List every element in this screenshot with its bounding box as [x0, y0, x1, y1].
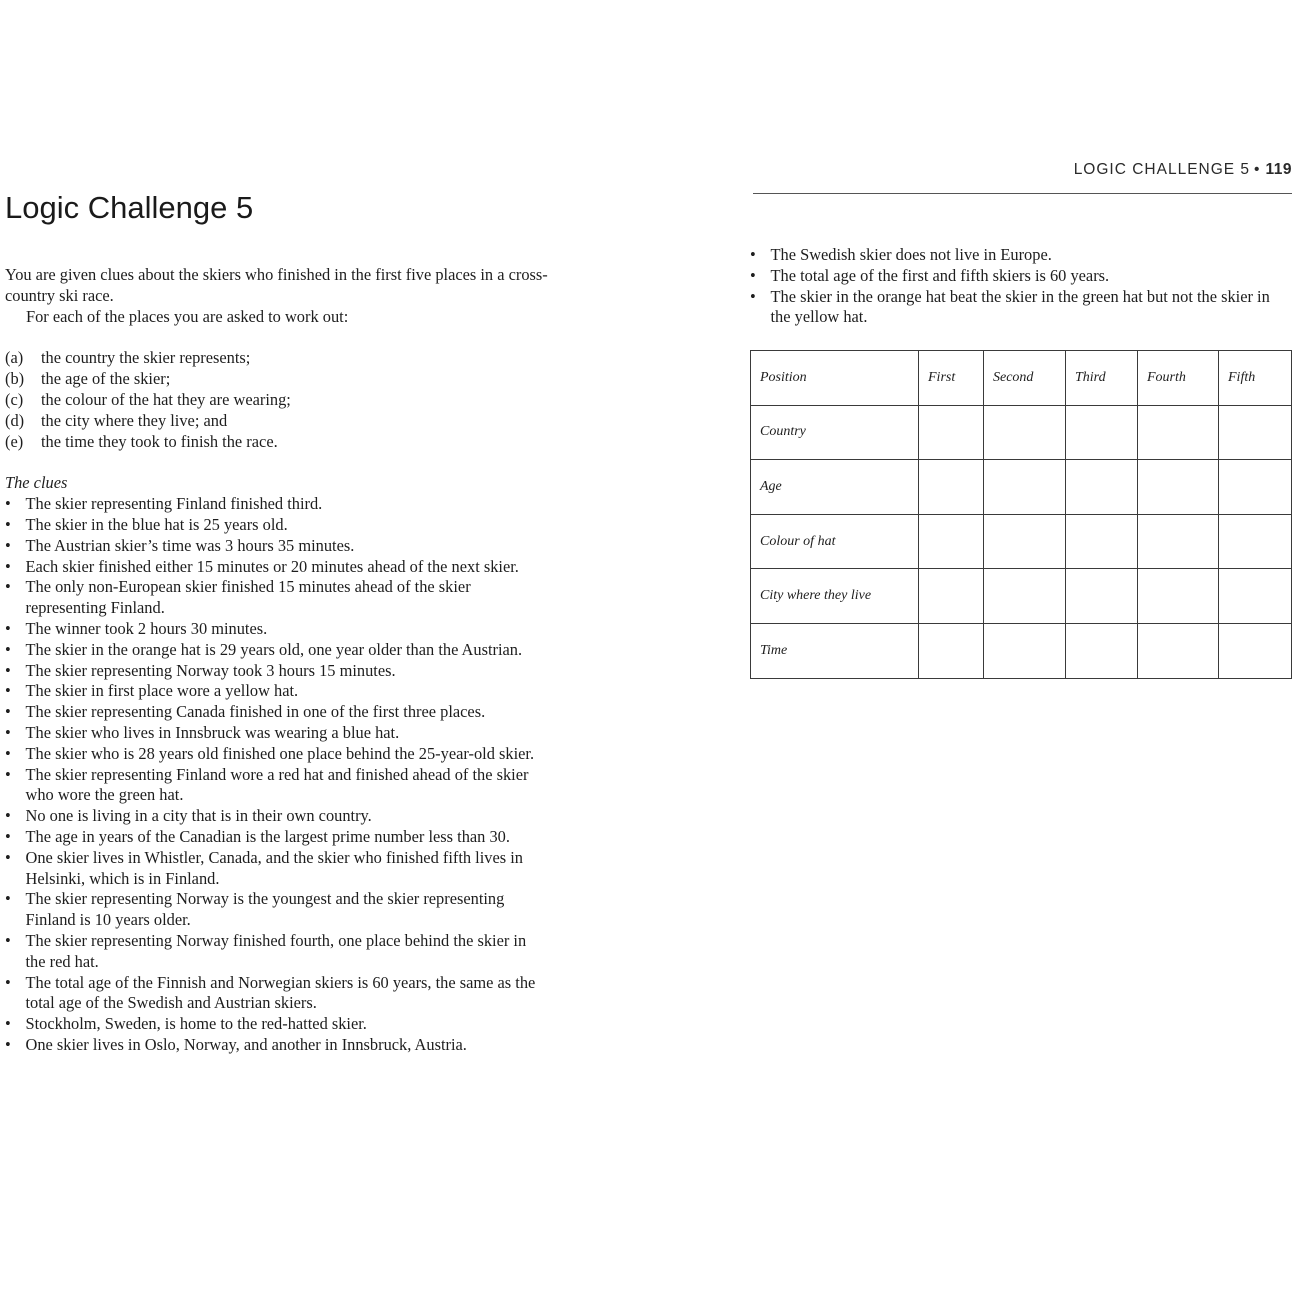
grid-row — [751, 569, 1292, 624]
grid-cell[interactable] — [984, 514, 1066, 569]
grid-cell[interactable] — [1138, 623, 1219, 678]
grid-header-cell: Second — [984, 351, 1066, 406]
task-item — [5, 432, 550, 453]
grid-cell[interactable] — [984, 569, 1066, 624]
grid-cell[interactable] — [1138, 569, 1219, 624]
task-item — [5, 390, 550, 411]
grid-cell[interactable] — [1219, 460, 1292, 515]
grid-cell[interactable] — [919, 405, 984, 460]
task-item — [5, 411, 550, 432]
clue-item: • Stockholm, Sweden, is home to the red-hatted skier. — [5, 1014, 550, 1035]
clue-item: • The skier in the orange hat beat the skier in the green hat but not the skier in the yellow hat. — [750, 287, 1290, 329]
task-text: the time they took to finish the race. — [41, 431, 278, 451]
clue-item: • The skier in the blue hat is 25 years old. — [5, 515, 550, 536]
task-text: the colour of the hat they are wearing; — [41, 389, 291, 409]
grid-cell[interactable] — [1066, 623, 1138, 678]
grid-row — [751, 623, 1292, 678]
clue-item: • The Austrian skier’s time was 3 hours 35 minutes. — [5, 536, 550, 557]
grid-cell[interactable] — [1066, 405, 1138, 460]
grid-cell[interactable] — [1219, 623, 1292, 678]
grid-row — [751, 405, 1292, 460]
clue-item: • The skier representing Canada finished in one of the first three places. — [5, 702, 550, 723]
intro-text: You are given clues about the skiers who finished in the first five places in a cross-country ski race. — [5, 265, 548, 305]
grid-header-row — [751, 351, 1292, 406]
task-text: the city where they live; and — [41, 410, 228, 430]
grid-cell[interactable] — [1219, 569, 1292, 624]
grid-cell[interactable] — [1219, 405, 1292, 460]
grid-cell[interactable] — [1219, 514, 1292, 569]
clue-item: • The skier in first place wore a yellow hat. — [5, 681, 550, 702]
clue-item: • The age in years of the Canadian is the largest prime number less than 30. — [5, 827, 550, 848]
grid-header-cell: Fifth — [1219, 351, 1292, 406]
grid-row — [751, 514, 1292, 569]
grid-row-label: Colour of hat — [751, 514, 919, 569]
clue-item: • The total age of the first and fifth skiers is 60 years. — [750, 266, 1290, 287]
clue-item: • One skier lives in Oslo, Norway, and another in Innsbruck, Austria. — [5, 1035, 550, 1056]
task-label: (e) — [5, 431, 24, 451]
header-rule — [753, 193, 1292, 194]
grid-cell[interactable] — [919, 569, 984, 624]
task-label: (d) — [5, 410, 25, 430]
clue-item: • The skier in the orange hat is 29 years old, one year older than the Austrian. — [5, 640, 550, 661]
grid-cell[interactable] — [984, 405, 1066, 460]
grid-cell[interactable] — [919, 623, 984, 678]
task-text: the age of the skier; — [41, 369, 171, 389]
grid-header-cell: Position — [751, 351, 919, 406]
more-clues — [750, 245, 1290, 328]
intro-instruction: For each of the places you are asked to work out: — [26, 306, 349, 326]
grid-cell[interactable] — [984, 623, 1066, 678]
grid-cell[interactable] — [1066, 460, 1138, 515]
task-label: (b) — [5, 369, 25, 389]
clue-list — [5, 494, 550, 1056]
page-number: 119 — [1265, 161, 1292, 178]
grid-cell[interactable] — [1138, 460, 1219, 515]
clue-item: • The Swedish skier does not live in Europe. — [750, 245, 1290, 266]
grid-cell[interactable] — [919, 460, 984, 515]
grid-cell[interactable] — [1138, 405, 1219, 460]
grid-cell[interactable] — [1066, 569, 1138, 624]
running-head — [1074, 160, 1292, 180]
grid-row-label: Time — [751, 623, 919, 678]
clue-item: • The skier representing Finland finished third. — [5, 494, 550, 515]
grid-cell[interactable] — [984, 460, 1066, 515]
grid-header-cell: First — [919, 351, 984, 406]
task-label: (a) — [5, 348, 24, 368]
clue-item: • The skier representing Finland wore a red hat and finished ahead of the skier who wore the green hat. — [5, 765, 550, 807]
grid-row-label: Age — [751, 460, 919, 515]
clue-item: • The skier representing Norway took 3 hours 15 minutes. — [5, 661, 550, 682]
grid-row — [751, 460, 1292, 515]
puzzle-text — [5, 265, 550, 1056]
page-title: Logic Challenge 5 — [5, 190, 254, 225]
grid-header-cell: Third — [1066, 351, 1138, 406]
clues-heading: The clues — [5, 473, 68, 493]
clue-list-continued — [750, 245, 1290, 328]
grid-row-label: Country — [751, 405, 919, 460]
grid-cell[interactable] — [1138, 514, 1219, 569]
task-item — [5, 369, 550, 390]
grid-row-label: City where they live — [751, 569, 919, 624]
grid-cell[interactable] — [1066, 514, 1138, 569]
clue-item: • The skier representing Norway finished fourth, one place behind the skier in the red hat. — [5, 931, 550, 973]
answer-grid — [750, 350, 1292, 679]
task-label: (c) — [5, 389, 24, 409]
separator-dot: • — [1254, 161, 1261, 178]
clue-item: • One skier lives in Whistler, Canada, and the skier who finished fifth lives in Helsinki, which is in Finland. — [5, 848, 550, 890]
task-item — [5, 348, 550, 369]
grid-header-cell: Fourth — [1138, 351, 1219, 406]
clue-item: • The skier representing Norway is the youngest and the skier representing Finland is 10 years older. — [5, 889, 550, 931]
task-text: the country the skier represents; — [41, 348, 251, 368]
task-list — [5, 348, 550, 452]
clue-item: • Each skier finished either 15 minutes or 20 minutes ahead of the next skier. — [5, 557, 550, 578]
running-head-label: LOGIC CHALLENGE 5 — [1073, 161, 1251, 178]
clue-item: • The only non-European skier finished 15 minutes ahead of the skier representing Finland. — [5, 577, 550, 619]
clue-item: • The skier who is 28 years old finished one place behind the 25-year-old skier. — [5, 744, 550, 765]
clue-item: • The total age of the Finnish and Norwegian skiers is 60 years, the same as the total age of the Swedish and Austrian skiers. — [5, 973, 550, 1015]
clue-item: • No one is living in a city that is in their own country. — [5, 806, 550, 827]
grid-cell[interactable] — [919, 514, 984, 569]
clue-item: • The skier who lives in Innsbruck was wearing a blue hat. — [5, 723, 550, 744]
clue-item: • The winner took 2 hours 30 minutes. — [5, 619, 550, 640]
